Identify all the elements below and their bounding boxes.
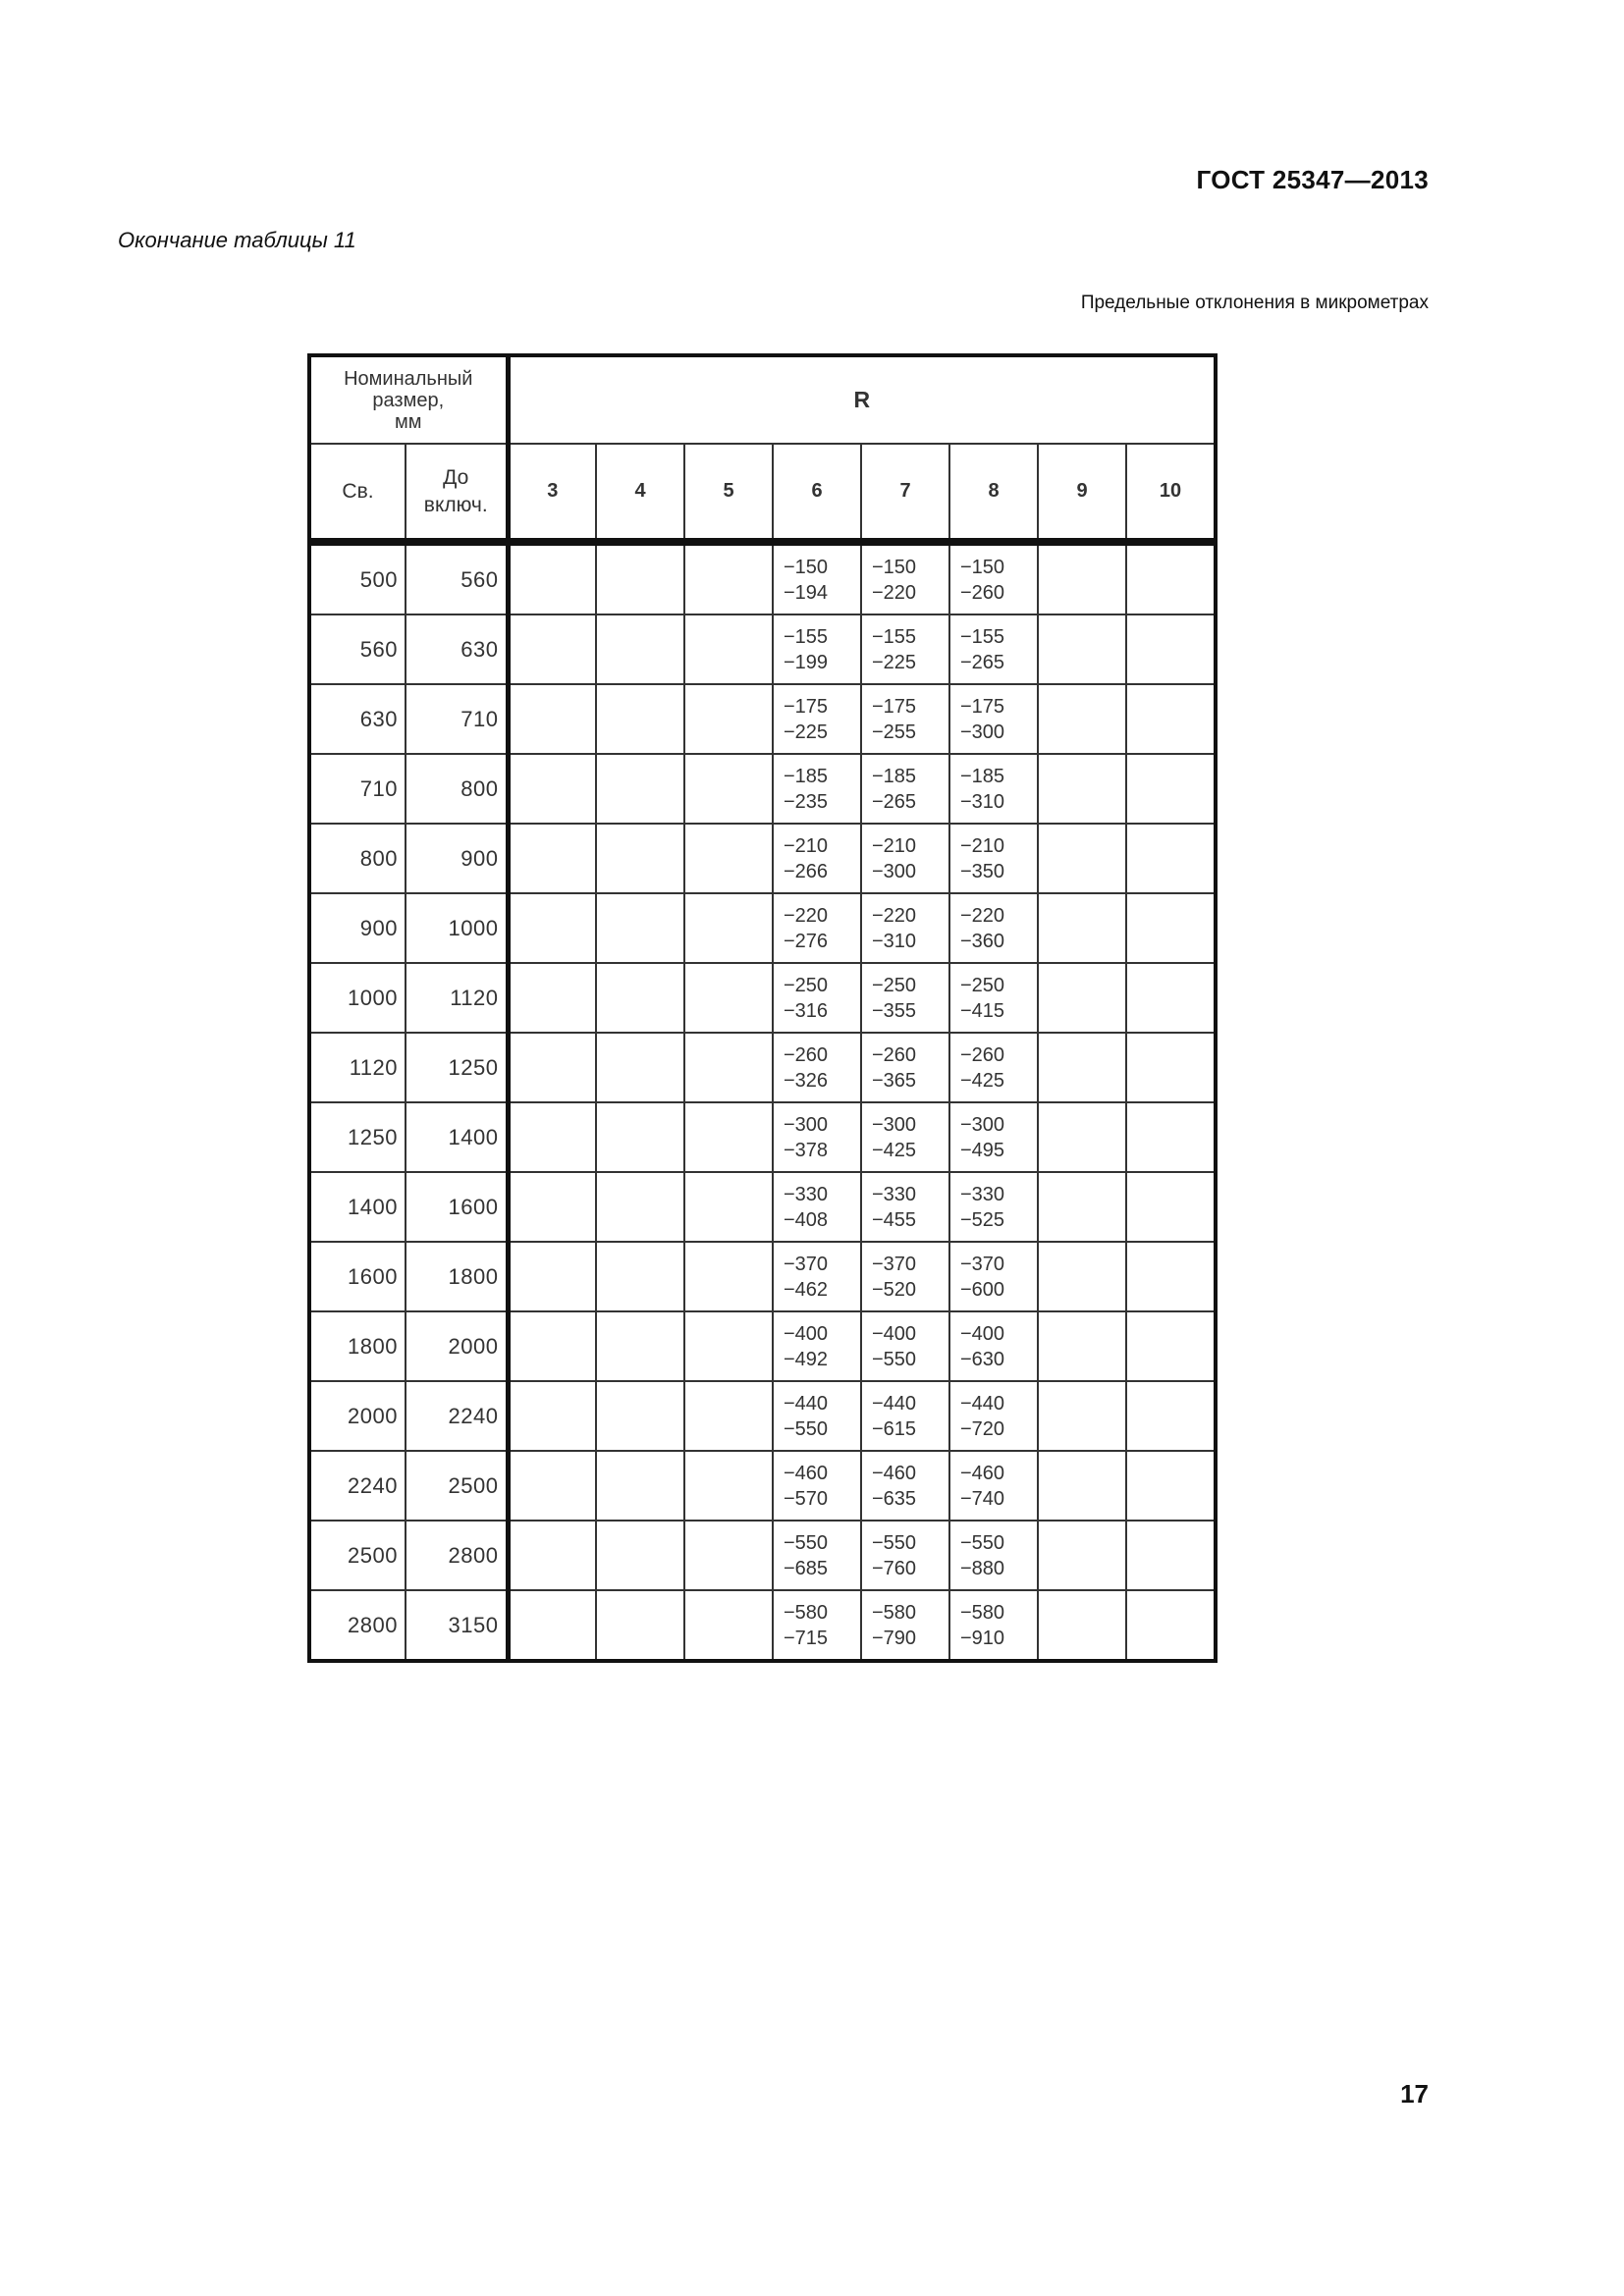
deviation-cell-q8 xyxy=(949,824,1038,893)
to-header-line: включ. xyxy=(423,493,488,516)
size-from-cell: 630 xyxy=(309,684,406,754)
lower-deviation: −265 xyxy=(872,790,917,813)
upper-deviation: −155 xyxy=(872,625,917,648)
deviation-cell-q3 xyxy=(508,1102,596,1172)
lower-deviation: −194 xyxy=(784,581,829,604)
quality-header: 9 xyxy=(1038,444,1126,542)
deviation-cell-q3 xyxy=(508,1521,596,1590)
deviation-cell-q8 xyxy=(949,542,1038,614)
deviation-cell-q8 xyxy=(949,1311,1038,1381)
lower-deviation: −720 xyxy=(960,1417,1005,1440)
deviation-cell-q7 xyxy=(861,963,949,1033)
deviation-cell-q6 xyxy=(773,1102,861,1172)
lower-deviation: −455 xyxy=(872,1208,917,1231)
size-from-cell: 1800 xyxy=(309,1311,406,1381)
deviation-cell-q4 xyxy=(596,1033,684,1102)
deviation-cell-q8 xyxy=(949,893,1038,963)
lower-deviation: −550 xyxy=(784,1417,829,1440)
size-from-cell: 1000 xyxy=(309,963,406,1033)
deviation-cell-q10 xyxy=(1126,1451,1216,1521)
upper-deviation: −370 xyxy=(960,1253,1005,1275)
deviation-cell-q4 xyxy=(596,893,684,963)
deviation-cell-q6 xyxy=(773,1590,861,1661)
deviation-cell-q9 xyxy=(1038,1590,1126,1661)
size-to-cell: 1400 xyxy=(406,1102,508,1172)
deviation-cell-q7 xyxy=(861,1102,949,1172)
deviation-cell-q3 xyxy=(508,754,596,824)
upper-deviation: −440 xyxy=(784,1392,829,1415)
deviation-cell-q6 xyxy=(773,1451,861,1521)
upper-deviation: −155 xyxy=(960,625,1005,648)
deviation-cell-q7 xyxy=(861,1172,949,1242)
size-from-cell: 800 xyxy=(309,824,406,893)
upper-deviation: −150 xyxy=(784,556,829,578)
deviation-cell-q9 xyxy=(1038,824,1126,893)
deviation-cell-q8 xyxy=(949,1521,1038,1590)
lower-deviation: −326 xyxy=(784,1069,829,1092)
deviation-cell-q6 xyxy=(773,1172,861,1242)
deviation-cell-q10 xyxy=(1126,1033,1216,1102)
deviation-cell-q5 xyxy=(684,614,773,684)
deviation-cell-q4 xyxy=(596,684,684,754)
upper-deviation: −460 xyxy=(784,1462,829,1484)
size-to-cell: 2500 xyxy=(406,1451,508,1521)
table-row xyxy=(309,1381,1216,1451)
upper-deviation: −175 xyxy=(960,695,1005,718)
deviation-cell-q9 xyxy=(1038,1242,1126,1311)
size-from-cell: 1250 xyxy=(309,1102,406,1172)
deviation-cell-q3 xyxy=(508,542,596,614)
deviation-cell-q3 xyxy=(508,1451,596,1521)
deviation-cell-q10 xyxy=(1126,684,1216,754)
lower-deviation: −740 xyxy=(960,1487,1005,1510)
deviation-cell-q6 xyxy=(773,1521,861,1590)
deviation-cell-q5 xyxy=(684,754,773,824)
upper-deviation: −155 xyxy=(784,625,829,648)
deviation-cell-q6 xyxy=(773,1033,861,1102)
table-row xyxy=(309,684,1216,754)
deviation-cell-q7 xyxy=(861,1590,949,1661)
deviation-cell-q8 xyxy=(949,684,1038,754)
deviation-cell-q9 xyxy=(1038,1311,1126,1381)
deviation-cell-q7 xyxy=(861,684,949,754)
upper-deviation: −580 xyxy=(872,1601,917,1624)
deviation-cell-q6 xyxy=(773,542,861,614)
deviation-cell-q7 xyxy=(861,1033,949,1102)
deviation-cell-q3 xyxy=(508,824,596,893)
upper-deviation: −210 xyxy=(872,834,917,857)
size-from-cell: 2500 xyxy=(309,1521,406,1590)
upper-deviation: −185 xyxy=(960,765,1005,787)
lower-deviation: −715 xyxy=(784,1627,829,1649)
deviation-cell-q10 xyxy=(1126,893,1216,963)
deviation-cell-q10 xyxy=(1126,824,1216,893)
quality-header: 4 xyxy=(596,444,684,542)
nominal-size-header xyxy=(309,355,508,444)
deviation-cell-q4 xyxy=(596,754,684,824)
deviation-cell-q3 xyxy=(508,614,596,684)
deviation-cell-q9 xyxy=(1038,1451,1126,1521)
lower-deviation: −360 xyxy=(960,930,1005,952)
deviation-cell-q6 xyxy=(773,824,861,893)
lower-deviation: −525 xyxy=(960,1208,1005,1231)
upper-deviation: −580 xyxy=(960,1601,1005,1624)
upper-deviation: −260 xyxy=(960,1043,1005,1066)
deviation-cell-q9 xyxy=(1038,1102,1126,1172)
table-row xyxy=(309,1311,1216,1381)
table-row xyxy=(309,1033,1216,1102)
quality-header: 8 xyxy=(949,444,1038,542)
deviation-cell-q4 xyxy=(596,542,684,614)
lower-deviation: −462 xyxy=(784,1278,829,1301)
lower-deviation: −408 xyxy=(784,1208,829,1231)
deviation-cell-q7 xyxy=(861,1242,949,1311)
quality-header: 5 xyxy=(684,444,773,542)
nominal-size-header-line: Номинальный xyxy=(344,367,473,390)
lower-deviation: −760 xyxy=(872,1557,917,1579)
upper-deviation: −150 xyxy=(960,556,1005,578)
lower-deviation: −260 xyxy=(960,581,1005,604)
table-row xyxy=(309,754,1216,824)
upper-deviation: −250 xyxy=(872,974,917,996)
lower-deviation: −685 xyxy=(784,1557,829,1579)
from-header: Св. xyxy=(309,444,406,542)
deviation-cell-q8 xyxy=(949,1381,1038,1451)
deviation-cell-q5 xyxy=(684,824,773,893)
table-caption: Окончание таблицы 11 xyxy=(118,228,356,252)
lower-deviation: −300 xyxy=(960,721,1005,743)
upper-deviation: −330 xyxy=(784,1183,829,1205)
upper-deviation: −260 xyxy=(872,1043,917,1066)
deviation-cell-q7 xyxy=(861,824,949,893)
deviation-cell-q5 xyxy=(684,1590,773,1661)
deviation-cell-q10 xyxy=(1126,1102,1216,1172)
deviation-cell-q7 xyxy=(861,754,949,824)
size-to-cell: 710 xyxy=(406,684,508,754)
size-from-cell: 2000 xyxy=(309,1381,406,1451)
nominal-size-header-line: мм xyxy=(395,410,422,433)
lower-deviation: −220 xyxy=(872,581,917,604)
lower-deviation: −615 xyxy=(872,1417,917,1440)
deviation-cell-q5 xyxy=(684,1451,773,1521)
lower-deviation: −300 xyxy=(872,860,917,882)
deviation-cell-q5 xyxy=(684,1102,773,1172)
size-from-cell: 900 xyxy=(309,893,406,963)
deviation-cell-q5 xyxy=(684,963,773,1033)
lower-deviation: −600 xyxy=(960,1278,1005,1301)
deviation-cell-q4 xyxy=(596,1242,684,1311)
lower-deviation: −550 xyxy=(872,1348,917,1370)
deviation-cell-q3 xyxy=(508,1381,596,1451)
deviation-cell-q8 xyxy=(949,1242,1038,1311)
deviation-cell-q8 xyxy=(949,1451,1038,1521)
deviation-cell-q6 xyxy=(773,684,861,754)
upper-deviation: −185 xyxy=(872,765,917,787)
lower-deviation: −350 xyxy=(960,860,1005,882)
deviation-cell-q3 xyxy=(508,684,596,754)
deviation-cell-q6 xyxy=(773,1381,861,1451)
lower-deviation: −316 xyxy=(784,999,829,1022)
deviation-cell-q9 xyxy=(1038,1381,1126,1451)
deviation-cell-q9 xyxy=(1038,1033,1126,1102)
upper-deviation: −220 xyxy=(872,904,917,927)
deviation-cell-q9 xyxy=(1038,684,1126,754)
deviation-cell-q3 xyxy=(508,1590,596,1661)
upper-deviation: −175 xyxy=(784,695,829,718)
upper-deviation: −330 xyxy=(960,1183,1005,1205)
upper-deviation: −460 xyxy=(960,1462,1005,1484)
deviation-cell-q6 xyxy=(773,893,861,963)
lower-deviation: −425 xyxy=(960,1069,1005,1092)
size-from-cell: 1120 xyxy=(309,1033,406,1102)
size-from-cell: 2800 xyxy=(309,1590,406,1661)
lower-deviation: −880 xyxy=(960,1557,1005,1579)
lower-deviation: −910 xyxy=(960,1627,1005,1649)
deviation-cell-q9 xyxy=(1038,754,1126,824)
lower-deviation: −635 xyxy=(872,1487,917,1510)
deviation-cell-q3 xyxy=(508,1033,596,1102)
deviation-cell-q10 xyxy=(1126,963,1216,1033)
deviation-cell-q6 xyxy=(773,754,861,824)
deviation-cell-q6 xyxy=(773,614,861,684)
deviation-cell-q6 xyxy=(773,1311,861,1381)
deviation-cell-q10 xyxy=(1126,1172,1216,1242)
table-row xyxy=(309,614,1216,684)
deviation-cell-q7 xyxy=(861,893,949,963)
upper-deviation: −210 xyxy=(960,834,1005,857)
lower-deviation: −790 xyxy=(872,1627,917,1649)
upper-deviation: −370 xyxy=(872,1253,917,1275)
deviation-cell-q4 xyxy=(596,614,684,684)
table-row xyxy=(309,1521,1216,1590)
upper-deviation: −300 xyxy=(960,1113,1005,1136)
deviation-cell-q10 xyxy=(1126,614,1216,684)
size-to-cell: 1600 xyxy=(406,1172,508,1242)
deviation-cell-q8 xyxy=(949,1102,1038,1172)
deviation-cell-q9 xyxy=(1038,963,1126,1033)
upper-deviation: −300 xyxy=(784,1113,829,1136)
lower-deviation: −199 xyxy=(784,651,829,673)
quality-header: 3 xyxy=(508,444,596,542)
deviation-cell-q8 xyxy=(949,1033,1038,1102)
table-row xyxy=(309,963,1216,1033)
size-from-cell: 710 xyxy=(309,754,406,824)
deviation-cell-q4 xyxy=(596,963,684,1033)
upper-deviation: −440 xyxy=(960,1392,1005,1415)
deviation-cell-q4 xyxy=(596,824,684,893)
deviation-cell-q4 xyxy=(596,1172,684,1242)
deviation-cell-q6 xyxy=(773,963,861,1033)
deviation-cell-q8 xyxy=(949,1590,1038,1661)
deviation-cell-q5 xyxy=(684,1521,773,1590)
tolerance-table xyxy=(307,353,1218,1663)
deviation-cell-q9 xyxy=(1038,614,1126,684)
deviation-cell-q10 xyxy=(1126,1381,1216,1451)
deviation-cell-q5 xyxy=(684,1381,773,1451)
upper-deviation: −460 xyxy=(872,1462,917,1484)
lower-deviation: −495 xyxy=(960,1139,1005,1161)
deviation-cell-q4 xyxy=(596,1451,684,1521)
size-to-cell: 900 xyxy=(406,824,508,893)
deviation-cell-q10 xyxy=(1126,1521,1216,1590)
quality-header: 6 xyxy=(773,444,861,542)
lower-deviation: −310 xyxy=(872,930,917,952)
lower-deviation: −492 xyxy=(784,1348,829,1370)
lower-deviation: −310 xyxy=(960,790,1005,813)
deviation-cell-q10 xyxy=(1126,1242,1216,1311)
size-to-cell: 800 xyxy=(406,754,508,824)
deviation-cell-q9 xyxy=(1038,893,1126,963)
deviation-cell-q8 xyxy=(949,1172,1038,1242)
size-from-cell: 500 xyxy=(309,542,406,614)
deviation-cell-q7 xyxy=(861,1451,949,1521)
upper-deviation: −300 xyxy=(872,1113,917,1136)
deviation-cell-q10 xyxy=(1126,754,1216,824)
deviation-cell-q7 xyxy=(861,542,949,614)
table-row xyxy=(309,542,1216,614)
table-row xyxy=(309,893,1216,963)
upper-deviation: −210 xyxy=(784,834,829,857)
size-to-cell: 2240 xyxy=(406,1381,508,1451)
lower-deviation: −378 xyxy=(784,1139,829,1161)
to-header xyxy=(406,444,508,542)
upper-deviation: −550 xyxy=(960,1531,1005,1554)
deviation-cell-q9 xyxy=(1038,1172,1126,1242)
deviation-cell-q7 xyxy=(861,1521,949,1590)
upper-deviation: −440 xyxy=(872,1392,917,1415)
size-from-cell: 2240 xyxy=(309,1451,406,1521)
table-row xyxy=(309,1242,1216,1311)
deviation-cell-q5 xyxy=(684,684,773,754)
deviation-cell-q4 xyxy=(596,1311,684,1381)
deviation-cell-q8 xyxy=(949,963,1038,1033)
lower-deviation: −570 xyxy=(784,1487,829,1510)
deviation-cell-q8 xyxy=(949,614,1038,684)
size-from-cell: 1600 xyxy=(309,1242,406,1311)
deviation-cell-q5 xyxy=(684,893,773,963)
lower-deviation: −266 xyxy=(784,860,829,882)
deviation-cell-q5 xyxy=(684,1172,773,1242)
deviation-cell-q3 xyxy=(508,1311,596,1381)
upper-deviation: −330 xyxy=(872,1183,917,1205)
table-row xyxy=(309,824,1216,893)
deviation-cell-q5 xyxy=(684,1033,773,1102)
size-to-cell: 1000 xyxy=(406,893,508,963)
upper-deviation: −250 xyxy=(784,974,829,996)
size-from-cell: 560 xyxy=(309,614,406,684)
deviation-cell-q4 xyxy=(596,1381,684,1451)
size-to-cell: 2800 xyxy=(406,1521,508,1590)
upper-deviation: −185 xyxy=(784,765,829,787)
quality-header: 10 xyxy=(1126,444,1216,542)
upper-deviation: −370 xyxy=(784,1253,829,1275)
deviation-cell-q3 xyxy=(508,963,596,1033)
lower-deviation: −276 xyxy=(784,930,829,952)
upper-deviation: −400 xyxy=(872,1322,917,1345)
field-header: R xyxy=(508,355,1216,444)
lower-deviation: −355 xyxy=(872,999,917,1022)
page-number: 17 xyxy=(1400,2079,1429,2109)
upper-deviation: −580 xyxy=(784,1601,829,1624)
deviation-cell-q9 xyxy=(1038,1521,1126,1590)
lower-deviation: −630 xyxy=(960,1348,1005,1370)
lower-deviation: −365 xyxy=(872,1069,917,1092)
upper-deviation: −400 xyxy=(960,1322,1005,1345)
table-row xyxy=(309,1451,1216,1521)
deviation-cell-q3 xyxy=(508,1242,596,1311)
quality-header: 7 xyxy=(861,444,949,542)
lower-deviation: −520 xyxy=(872,1278,917,1301)
nominal-size-header-line: размер, xyxy=(372,389,445,411)
deviation-cell-q3 xyxy=(508,893,596,963)
deviation-cell-q7 xyxy=(861,614,949,684)
size-to-cell: 1250 xyxy=(406,1033,508,1102)
deviation-cell-q4 xyxy=(596,1102,684,1172)
deviation-cell-q5 xyxy=(684,1242,773,1311)
table-row xyxy=(309,1102,1216,1172)
size-to-cell: 3150 xyxy=(406,1590,508,1661)
deviation-cell-q5 xyxy=(684,1311,773,1381)
size-to-cell: 560 xyxy=(406,542,508,614)
deviation-cell-q7 xyxy=(861,1381,949,1451)
lower-deviation: −225 xyxy=(784,721,829,743)
upper-deviation: −550 xyxy=(872,1531,917,1554)
deviation-cell-q5 xyxy=(684,542,773,614)
deviation-cell-q4 xyxy=(596,1521,684,1590)
upper-deviation: −250 xyxy=(960,974,1005,996)
deviation-cell-q8 xyxy=(949,754,1038,824)
deviation-cell-q10 xyxy=(1126,542,1216,614)
upper-deviation: −175 xyxy=(872,695,917,718)
size-to-cell: 630 xyxy=(406,614,508,684)
lower-deviation: −235 xyxy=(784,790,829,813)
lower-deviation: −265 xyxy=(960,651,1005,673)
upper-deviation: −260 xyxy=(784,1043,829,1066)
deviation-cell-q4 xyxy=(596,1590,684,1661)
size-to-cell: 1120 xyxy=(406,963,508,1033)
deviation-cell-q9 xyxy=(1038,542,1126,614)
lower-deviation: −255 xyxy=(872,721,917,743)
deviation-cell-q10 xyxy=(1126,1311,1216,1381)
table-row xyxy=(309,1590,1216,1661)
upper-deviation: −550 xyxy=(784,1531,829,1554)
deviation-cell-q10 xyxy=(1126,1590,1216,1661)
units-note: Предельные отклонения в микрометрах xyxy=(1080,293,1429,313)
lower-deviation: −225 xyxy=(872,651,917,673)
lower-deviation: −425 xyxy=(872,1139,917,1161)
upper-deviation: −220 xyxy=(784,904,829,927)
to-header-line: До xyxy=(443,465,469,489)
size-to-cell: 1800 xyxy=(406,1242,508,1311)
upper-deviation: −400 xyxy=(784,1322,829,1345)
table-row xyxy=(309,1172,1216,1242)
deviation-cell-q3 xyxy=(508,1172,596,1242)
deviation-cell-q7 xyxy=(861,1311,949,1381)
document-code: ГОСТ 25347—2013 xyxy=(1196,165,1429,194)
upper-deviation: −220 xyxy=(960,904,1005,927)
deviation-cell-q6 xyxy=(773,1242,861,1311)
lower-deviation: −415 xyxy=(960,999,1005,1022)
size-to-cell: 2000 xyxy=(406,1311,508,1381)
size-from-cell: 1400 xyxy=(309,1172,406,1242)
upper-deviation: −150 xyxy=(872,556,917,578)
